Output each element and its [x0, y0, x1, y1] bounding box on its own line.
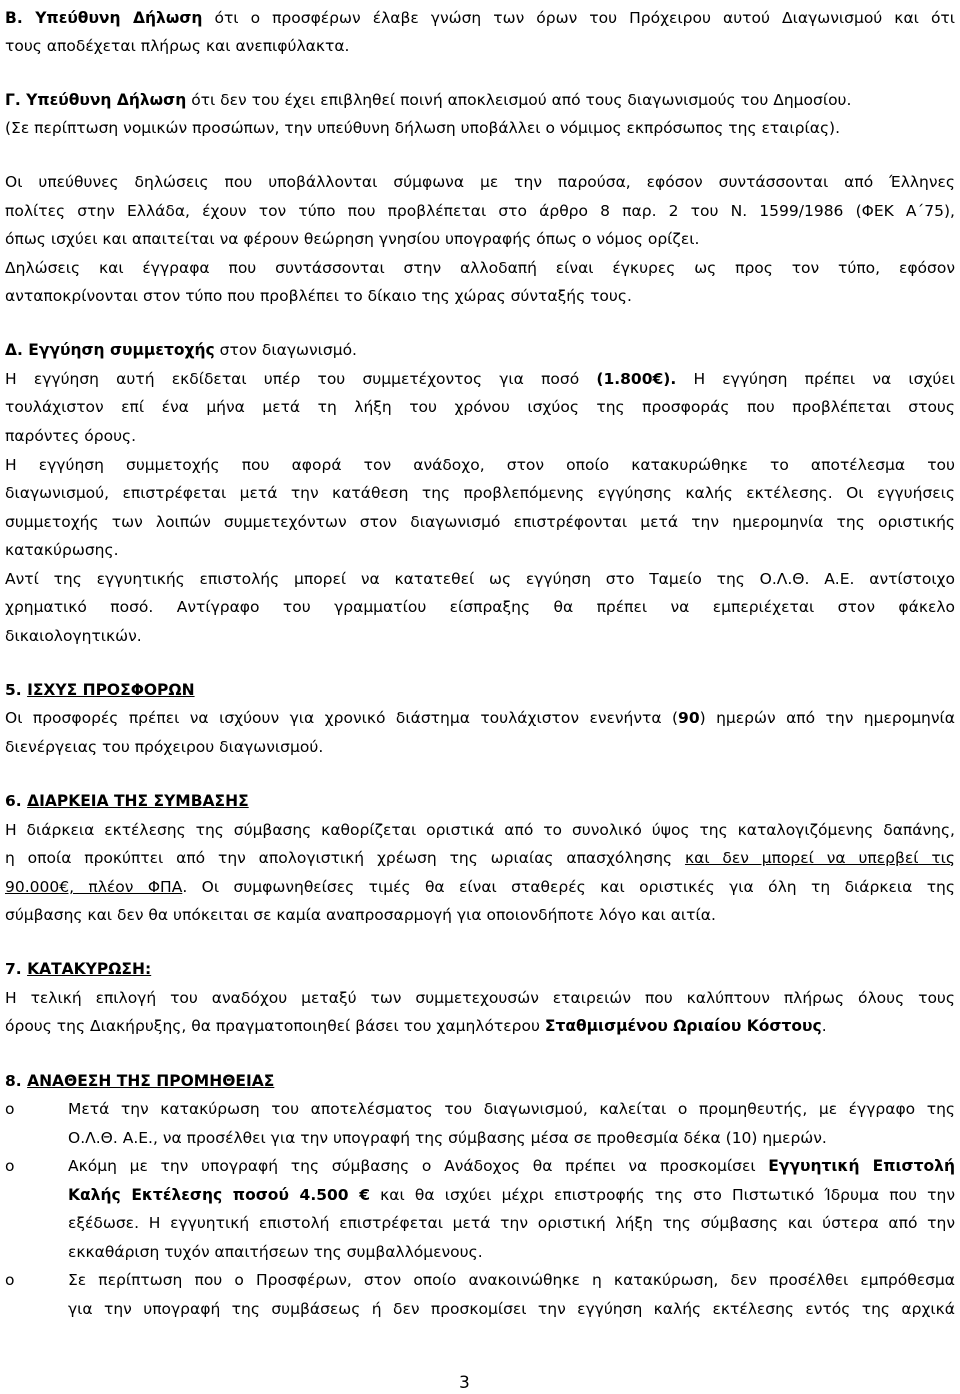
section-6-line-1: Η διάρκεια εκτέλεσης της σύμβασης καθορίζεται οριστικά από το συνολικό ύψος της καταλογιζόμενης δαπάνης, [5, 821, 955, 839]
section-7-title: ΚΑΤΑΚΥΡΩΣΗ: [27, 960, 152, 978]
section-d-line-6: συμμετοχής των λοιπών συμμετεχόντων στον διαγωνισμό επιστρέφονται μετά την ημερομηνία της οριστικής [5, 513, 955, 531]
section-g-line-1: Γ. Υπεύθυνη Δήλωση ότι δεν του έχει επιβληθεί ποινή αποκλεισμού από τους διαγωνισμούς του Δημοσίου. [5, 91, 852, 109]
max-amount-value: 90.000€, πλέον ΦΠΑ [5, 878, 183, 896]
section-d-line-2: τουλάχιστον επί ένα μήνα μετά τη λήξη του χρόνου ισχύος της προσφοράς που προβλέπεται στους [5, 398, 955, 416]
section-8-item-1-line-1: Μετά την κατακύρωση του αποτελέσματος του διαγωνισμού, καλείται ο προμηθευτής, με έγγραφο της [68, 1100, 955, 1118]
section-6-line-4: σύμβασης και δεν θα υπόκειται σε καμία αναπροσαρμογή για οποιονδήποτε λόγο και αιτία. [5, 906, 716, 924]
section-g-para1-line-3: όπως ισχύει και απαιτείται να φέρουν θεώρηση γνησίου υπογραφής όπως ο νόμος ορίζει. [5, 230, 700, 248]
max-amount-text: και δεν μπορεί να υπερβεί τις [684, 849, 955, 867]
section-8-heading: 8. ΑΝΑΘΕΣΗ ΤΗΣ ΠΡΟΜΗΘΕΙΑΣ [5, 1072, 275, 1090]
section-8-item-3-line-1: Σε περίπτωση που ο Προσφέρων, στον οποίο ανακοινώθηκε η κατακύρωση, δεν προσέλθει εμπρόθεσμα [68, 1271, 955, 1289]
section-d-line-10: δικαιολογητικών. [5, 627, 142, 645]
section-8-item-1-line-2: Ο.Λ.Θ. Α.Ε., να προσέλθει για την υπογραφή της σύμβασης μέσα σε προθεσμία δέκα (10) ημερών. [68, 1129, 827, 1147]
section-d-line-3: παρόντες όρους. [5, 427, 137, 445]
section-d-line-1: Η εγγύηση αυτή εκδίδεται υπέρ του συμμετέχοντος για ποσό (1.800€). Η εγγύηση πρέπει να ισχύει [5, 370, 955, 388]
section-7-line-1: Η τελική επιλογή του αναδόχου μεταξύ των συμμετεχουσών εταιρειών που καλύπτουν πλήρως όλους τους [5, 989, 955, 1007]
section-d-heading: Δ. Εγγύηση συμμετοχής στον διαγωνισμό. [5, 341, 357, 359]
section-5-line-1: Οι προσφορές πρέπει να ισχύουν για χρονικό διάστημα τουλάχιστον ενενήντα (90) ημερών από την ημερομηνία [5, 709, 955, 727]
section-d-line-4: Η εγγύηση συμμετοχής που αφορά τον ανάδοχο, στον οποίο κατακυρώθηκε το αποτέλεσμα του [5, 456, 955, 474]
section-8-item-2-line-3: εξέδωσε. Η εγγυητική επιστολή επιστρέφεται μετά την οριστική λήξη της σύμβασης και ύστερα από την [68, 1214, 955, 1232]
validity-days: 90 [678, 709, 700, 727]
performance-guarantee-amount: Καλής Εκτέλεσης ποσού 4.500 € [68, 1186, 370, 1204]
section-d-line-9: χρηματικό ποσό. Αντίγραφο του γραμματίου είσπραξης θα πρέπει να εμπεριέχεται στον φάκελο [5, 598, 955, 616]
page-number: 3 [459, 1373, 470, 1393]
section-g-para1-line-2: πολίτες στην Ελλάδα, έχουν τον τύπο που προβλέπεται στο άρθρο 8 παρ. 2 του Ν. 1599/1986 (ΦΕΚ Α΄75), [5, 202, 955, 220]
section-b-label: Β. Υπεύθυνη Δήλωση [5, 9, 203, 27]
section-b-line-1: Β. Υπεύθυνη Δήλωση ότι ο προσφέρων έλαβε γνώση των όρων του Πρόχειρου αυτού Διαγωνισμού και ότι [5, 9, 956, 27]
section-g-para2-line-2: ανταποκρίνονται στον τύπο που προβλέπει το δίκαιο της χώρας σύνταξής τους. [5, 287, 632, 305]
section-5-heading: 5. ΙΣΧΥΣ ΠΡΟΣΦΟΡΩΝ [5, 681, 195, 699]
section-d-line-5: διαγωνισμού, επιστρέφεται μετά την κατάθεση της προβλεπόμενης εγγύησης καλής εκτέλεσης. Οι εγγυήσεις [5, 484, 955, 502]
section-8-title: ΑΝΑΘΕΣΗ ΤΗΣ ΠΡΟΜΗΘΕΙΑΣ [27, 1072, 275, 1090]
section-8-item-2-line-1: Ακόμη με την υπογραφή της σύμβασης ο Ανάδοχος θα πρέπει να προσκομίσει Εγγυητική Επιστολή [68, 1157, 955, 1175]
section-5-title: ΙΣΧΥΣ ΠΡΟΣΦΟΡΩΝ [27, 681, 195, 699]
section-6-heading: 6. ΔΙΑΡΚΕΙΑ ΤΗΣ ΣΥΜΒΑΣΗΣ [5, 792, 249, 810]
section-g-label: Γ. Υπεύθυνη Δήλωση [5, 91, 187, 109]
bullet-icon: o [5, 1271, 15, 1289]
section-8-item-2-line-2: Καλής Εκτέλεσης ποσού 4.500 € και θα ισχύει μέχρι επιστροφής της στο Πιστωτικό Ίδρυμα που την [68, 1186, 955, 1204]
guarantee-amount: (1.800€). [596, 370, 677, 388]
performance-guarantee-label: Εγγυητική Επιστολή [768, 1157, 955, 1175]
section-7-heading: 7. ΚΑΤΑΚΥΡΩΣΗ: [5, 960, 152, 978]
section-6-title: ΔΙΑΡΚΕΙΑ ΤΗΣ ΣΥΜΒΑΣΗΣ [27, 792, 249, 810]
section-7-line-2: όρους της Διακήρυξης, θα πραγματοποιηθεί βάσει του χαμηλότερου Σταθμισμένου Ωριαίου Κόστους. [5, 1017, 827, 1035]
section-6-line-3: 90.000€, πλέον ΦΠΑ. Οι συμφωνηθείσες τιμές θα είναι σταθερές και οριστικές για όλη τη διάρκεια της [5, 878, 955, 896]
section-g-line-2: (Σε περίπτωση νομικών προσώπων, την υπεύθυνη δήλωση υποβάλλει ο νόμιμος εκπρόσωπος της εταιρίας). [5, 119, 841, 137]
weighted-hourly-cost: Σταθμισμένου Ωριαίου Κόστους [544, 1017, 822, 1035]
bullet-icon: o [5, 1100, 15, 1118]
section-b-line-2: τους αποδέχεται πλήρως και ανεπιφύλακτα. [5, 37, 350, 55]
section-6-line-2: η οποία προκύπτει από την απολογιστική χρέωση της ωριαίας απασχόλησης και δεν μπορεί να υπερβεί τις [5, 849, 955, 867]
section-5-line-2: διενέργειας του πρόχειρου διαγωνισμού. [5, 738, 324, 756]
section-d-line-8: Αντί της εγγυητικής επιστολής μπορεί να κατατεθεί ως εγγύηση στο Ταμείο της Ο.Λ.Θ. Α.Ε. αντίστοιχο [5, 570, 955, 588]
section-d-label: Δ. Εγγύηση συμμετοχής [5, 341, 215, 359]
section-8-item-3-line-2: για την υπογραφή της συμβάσεως ή δεν προσκομίσει την εγγύηση καλής εκτέλεσης εντός της αρχικά [68, 1300, 955, 1318]
bullet-icon: o [5, 1157, 15, 1175]
section-g-para2-line-1: Δηλώσεις και έγγραφα που συντάσσονται στην αλλοδαπή είναι έγκυρες ως προς τον τύπο, εφόσον [5, 259, 955, 277]
section-8-item-2-line-4: εκκαθάριση τυχόν απαιτήσεων της συμβαλλόμενους. [68, 1243, 483, 1261]
section-g-para1-line-1: Οι υπεύθυνες δηλώσεις που υποβάλλονται σύμφωνα με την παρούσα, εφόσον συντάσσονται από Έλληνες [5, 173, 955, 191]
section-d-line-7: κατακύρωσης. [5, 541, 119, 559]
